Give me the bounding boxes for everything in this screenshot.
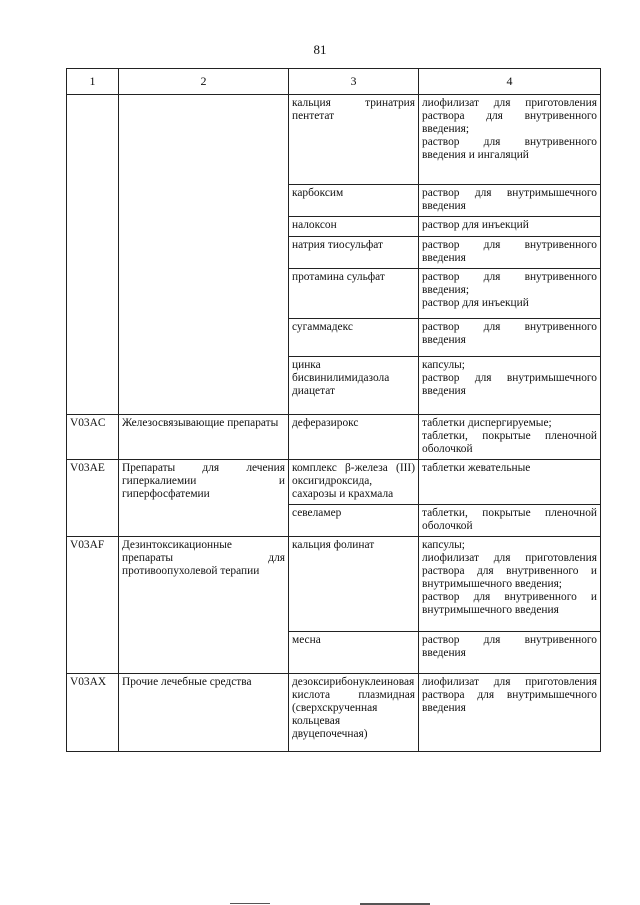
table-row xyxy=(67,415,601,460)
table-body xyxy=(67,95,601,752)
dosage-form-cell: таблетки жевательные xyxy=(419,460,601,505)
dosage-form-cell: раствор для внутривенного введения xyxy=(419,319,601,357)
substance-cell: комплекс β-железа (III) оксигидроксида, сахарозы и крахмала xyxy=(289,460,419,505)
substance-cell: севеламер xyxy=(289,505,419,537)
column-header-4: 4 xyxy=(419,69,601,95)
atc-code-cell xyxy=(67,95,119,415)
substance-cell: протамина сульфат xyxy=(289,269,419,319)
dosage-form-cell: капсулы; лиофилизат для приготовления раствора для внутривенного и внутримышечного введения; раствор для внутривенного и внутримышечного введения xyxy=(419,537,601,632)
dosage-form-cell: раствор для внутримышечного введения xyxy=(419,185,601,217)
scan-artifact xyxy=(230,903,270,904)
dosage-form-cell: раствор для внутривенного введения; раствор для инъекций xyxy=(419,269,601,319)
substance-cell: кальция фолинат xyxy=(289,537,419,632)
column-header-1: 1 xyxy=(67,69,119,95)
dosage-form-cell: таблетки диспергируемые; таблетки, покрытые пленочной оболочкой xyxy=(419,415,601,460)
table-row xyxy=(67,537,601,632)
dosage-form-cell: раствор для инъекций xyxy=(419,217,601,237)
dosage-form-cell: лиофилизат для приготовления раствора для внутримышечного введения xyxy=(419,674,601,752)
substance-cell: налоксон xyxy=(289,217,419,237)
column-header-3: 3 xyxy=(289,69,419,95)
atc-group-name-cell: Прочие лечебные средства xyxy=(119,674,289,752)
substance-cell: деферазирокс xyxy=(289,415,419,460)
table-header-row xyxy=(67,69,601,95)
table-row xyxy=(67,460,601,505)
atc-code-cell: V03AC xyxy=(67,415,119,460)
substance-cell: месна xyxy=(289,632,419,674)
dosage-form-cell: раствор для внутривенного введения xyxy=(419,632,601,674)
dosage-form-cell: таблетки, покрытые пленочной оболочкой xyxy=(419,505,601,537)
atc-group-name-cell xyxy=(119,95,289,415)
substance-cell: дезоксирибонуклеиновая кислота плазмидная (сверхскрученная кольцевая двуцепочечная) xyxy=(289,674,419,752)
atc-code-cell: V03AX xyxy=(67,674,119,752)
dosage-form-cell: капсулы; раствор для внутримышечного введения xyxy=(419,357,601,415)
atc-code-cell: V03AE xyxy=(67,460,119,537)
atc-group-name-cell: Дезинтоксикационные препараты для противоопухолевой терапии xyxy=(119,537,289,674)
substance-cell: кальция тринатрия пентетат xyxy=(289,95,419,185)
dosage-form-cell: раствор для внутривенного введения xyxy=(419,237,601,269)
atc-group-name-cell: Препараты для лечения гиперкалиемии и гиперфосфатемии xyxy=(119,460,289,537)
substance-cell: натрия тиосульфат xyxy=(289,237,419,269)
atc-group-name-cell: Железосвязывающие препараты xyxy=(119,415,289,460)
drug-table xyxy=(66,68,601,752)
substance-cell: цинка бисвинилимидазола диацетат xyxy=(289,357,419,415)
dosage-form-cell: лиофилизат для приготовления раствора для внутривенного введения; раствор для внутривенного введения и ингаляций xyxy=(419,95,601,185)
table-row xyxy=(67,674,601,752)
substance-cell: сугаммадекс xyxy=(289,319,419,357)
column-header-2: 2 xyxy=(119,69,289,95)
substance-cell: карбоксим xyxy=(289,185,419,217)
atc-code-cell: V03AF xyxy=(67,537,119,674)
page-number: 81 xyxy=(313,42,327,57)
table-row xyxy=(67,95,601,185)
